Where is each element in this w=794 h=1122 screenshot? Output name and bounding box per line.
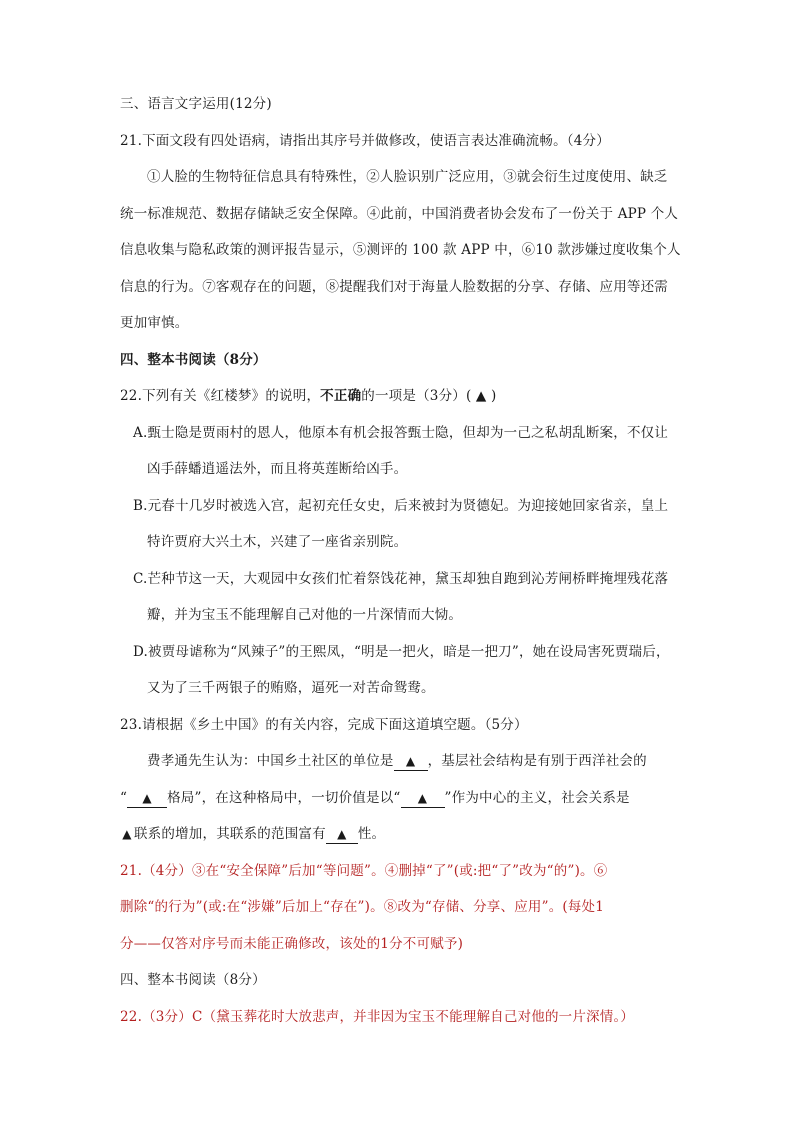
q21-passage-line: ①人脸的生物特征信息具有特殊性，②人脸识别广泛应用，③就会衍生过度使用、缺乏 [147, 169, 668, 185]
answer-blank[interactable]: ▲ [394, 752, 428, 771]
q23-text: 联系的增加，其联系的范围富有 [134, 826, 326, 842]
q22-option-a: A.甄士隐是贾雨村的恩人，他原本有机会报答甄士隐，但却为一己之私胡乱断案，不仅让 [133, 424, 669, 441]
answer-21-line: 删除“的行为”(或:在“涉嫌”后加上“存在”)。⑧改为“存储、分享、应用”。(每处1 [120, 899, 605, 915]
q23-text: 费孝通先生认为：中国乡土社区的单位是 [147, 753, 394, 769]
q22-option-c-cont: 瓣，并为宝玉不能理解自己对他的一片深情而大恸。 [147, 607, 463, 623]
answer-blank[interactable]: ▲ [326, 825, 358, 844]
q23-text: “ [120, 789, 128, 806]
q21-passage-line: 信息的行为。⑦客观存在的问题，⑧提醒我们对于海量人脸数据的分享、存储、应用等还需 [120, 278, 668, 295]
answer-21-line: 分——仅答对序号而未能正确修改，该处的1分不可赋予) [120, 935, 464, 952]
answer-blank[interactable]: ▲ [401, 789, 445, 808]
answer-blank[interactable]: ▲ [122, 827, 132, 841]
q22-option-c: C.芒种节这一天，大观园中女孩们忙着祭饯花神，黛玉却独自跑到沁芳闸桥畔掩埋残花落 [133, 570, 669, 587]
q23-text: 格局”，在这种格局中，一切价值是以“ [167, 789, 401, 806]
q22-stem-suffix: 的一项是（3分）( ▲ ) [361, 388, 497, 404]
q23-text: 性。 [357, 826, 386, 842]
section-heading-4: 四、整本书阅读（8分） [120, 351, 267, 368]
section-heading-3: 三、语言文字运用(12分) [120, 96, 272, 112]
answer-blank[interactable]: ▲ [127, 789, 167, 808]
q21-passage-line: 更加审慎。 [120, 315, 189, 331]
q22-option-b: B.元春十几岁时被选入宫，起初充任女史，后来被封为贤德妃。为迎接她回家省亲，皇上 [133, 497, 669, 514]
exam-page [120, 86, 680, 1035]
q23-fill-line-1 [120, 743, 680, 780]
q22-option-d-cont: 又为了三千两银子的贿赂，逼死一对苦命鸳鸯。 [147, 680, 435, 696]
q21-passage-line: 信息收集与隐私政策的测评报告显示，⑤测评的 100 款 APP 中，⑥10 款涉嫌过度收集个人 [120, 242, 681, 258]
q22-option-b-cont: 特许贾府大兴土木，兴建了一座省亲别院。 [147, 534, 408, 550]
q21-passage-line: 统一标准规范、数据存储缺乏安全保障。④此前，中国消费者协会发布了一份关于 APP 个人 [120, 205, 679, 222]
answer-22-line: 22.（3分）C（黛玉葬花时大放悲声，并非因为宝玉不能理解自己对他的一片深情。） [120, 1008, 635, 1025]
q22-stem-prefix: 22.下列有关《红楼梦》的说明， [120, 388, 321, 404]
q23-text: ，基层社会结构是有别于西洋社会的 [427, 753, 647, 769]
q23-stem: 23.请根据《乡土中国》的有关内容，完成下面这道填空题。（5分） [120, 716, 528, 733]
answer-section-heading-4: 四、整本书阅读（8分） [120, 972, 266, 988]
q21-stem: 21.下面文段有四处语病，请指出其序号并做修改，使语言表达准确流畅。（4分） [120, 132, 610, 149]
q22-option-d: D.被贾母谑称为“风辣子”的王熙凤，“明是一把火，暗是一把刀”，她在设局害死贾瑞后， [133, 643, 670, 660]
q22-stem-emphasis: 不正确 [320, 388, 362, 404]
answer-21-line: 21.（4分）③在“安全保障”后加“等问题”。④删掉“了”(或:把“了”改为“的”)。⑥ [120, 862, 608, 879]
q23-text: ”作为中心的主义，社会关系是 [444, 789, 630, 806]
q22-stem [120, 378, 680, 415]
q22-option-a-cont: 凶手薛蟠逍遥法外，而且将英莲断给凶手。 [147, 461, 408, 477]
q23-fill-line-2 [120, 780, 680, 817]
q23-fill-line-3 [120, 816, 680, 853]
